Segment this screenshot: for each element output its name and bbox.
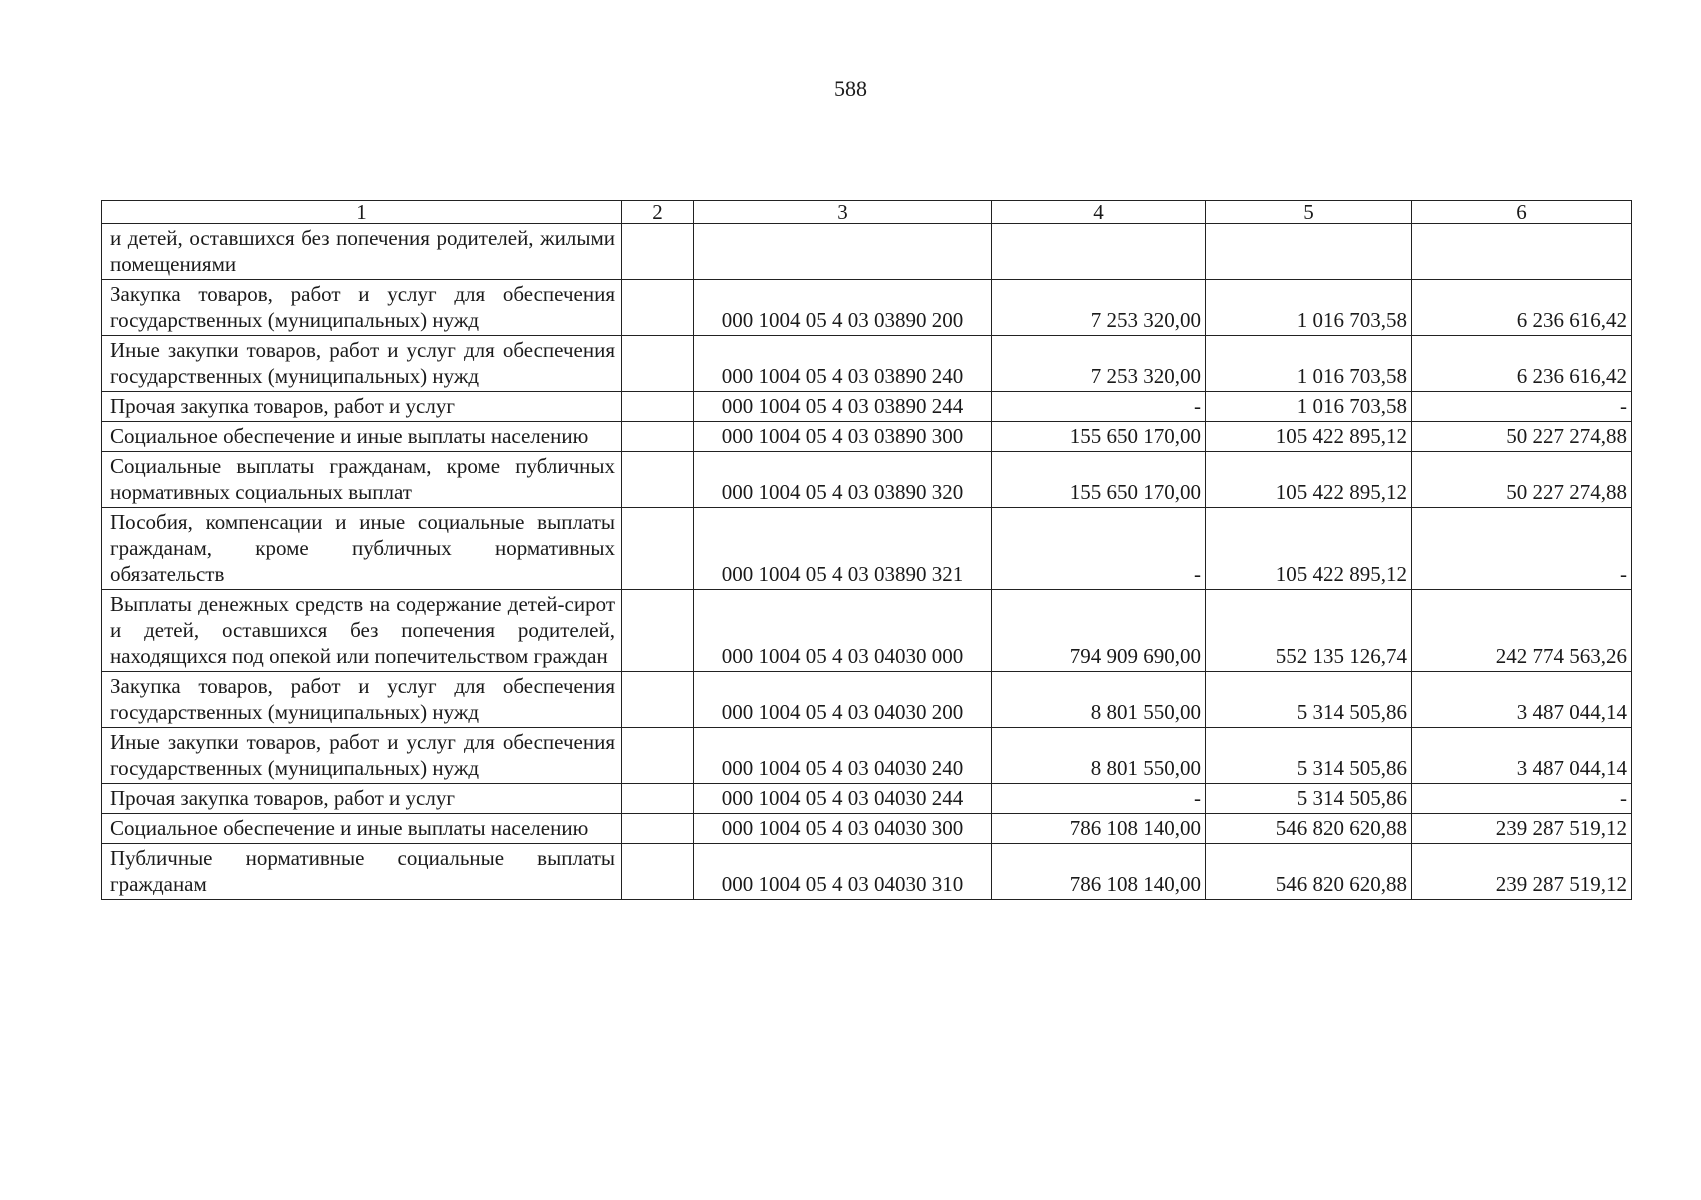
row-name: Социальные выплаты гражданам, кроме публичных нормативных социальных выплат xyxy=(102,452,622,508)
row-name: Социальное обеспечение и иные выплаты населению xyxy=(102,814,622,844)
row-value-5: 105 422 895,12 xyxy=(1206,508,1412,590)
table-row xyxy=(102,452,1632,508)
table-row xyxy=(102,280,1632,336)
table-row xyxy=(102,784,1632,814)
row-col2 xyxy=(622,814,694,844)
row-col2 xyxy=(622,224,694,280)
header-col-4: 4 xyxy=(992,201,1206,224)
budget-table xyxy=(101,200,1632,900)
table-row xyxy=(102,224,1632,280)
row-value-5: 5 314 505,86 xyxy=(1206,728,1412,784)
row-value-4 xyxy=(992,224,1206,280)
row-code: 000 1004 05 4 03 04030 310 xyxy=(694,844,992,900)
row-value-4: 155 650 170,00 xyxy=(992,452,1206,508)
table-row xyxy=(102,728,1632,784)
row-col2 xyxy=(622,508,694,590)
row-name: Прочая закупка товаров, работ и услуг xyxy=(102,784,622,814)
row-code: 000 1004 05 4 03 04030 300 xyxy=(694,814,992,844)
row-value-6: 3 487 044,14 xyxy=(1412,728,1632,784)
row-code: 000 1004 05 4 03 04030 240 xyxy=(694,728,992,784)
row-value-5: 105 422 895,12 xyxy=(1206,452,1412,508)
row-name: Иные закупки товаров, работ и услуг для обеспечения государственных (муниципальных) нужд xyxy=(102,728,622,784)
row-name: Социальное обеспечение и иные выплаты населению xyxy=(102,422,622,452)
row-col2 xyxy=(622,784,694,814)
row-code: 000 1004 05 4 03 03890 240 xyxy=(694,336,992,392)
row-value-5: 552 135 126,74 xyxy=(1206,590,1412,672)
row-value-6 xyxy=(1412,224,1632,280)
row-col2 xyxy=(622,336,694,392)
table-row xyxy=(102,844,1632,900)
row-value-4: 794 909 690,00 xyxy=(992,590,1206,672)
row-col2 xyxy=(622,590,694,672)
row-name: Пособия, компенсации и иные социальные выплаты гражданам, кроме публичных нормативных обязательств xyxy=(102,508,622,590)
row-value-5: 1 016 703,58 xyxy=(1206,392,1412,422)
row-value-6: 242 774 563,26 xyxy=(1412,590,1632,672)
row-value-4: - xyxy=(992,784,1206,814)
row-value-5: 5 314 505,86 xyxy=(1206,784,1412,814)
row-code: 000 1004 05 4 03 03890 320 xyxy=(694,452,992,508)
row-name: Иные закупки товаров, работ и услуг для обеспечения государственных (муниципальных) нужд xyxy=(102,336,622,392)
row-value-6: 50 227 274,88 xyxy=(1412,452,1632,508)
row-name: Прочая закупка товаров, работ и услуг xyxy=(102,392,622,422)
row-value-5: 105 422 895,12 xyxy=(1206,422,1412,452)
table-row xyxy=(102,336,1632,392)
row-name: Закупка товаров, работ и услуг для обеспечения государственных (муниципальных) нужд xyxy=(102,280,622,336)
row-value-5: 546 820 620,88 xyxy=(1206,814,1412,844)
row-value-4: 8 801 550,00 xyxy=(992,728,1206,784)
row-name: Выплаты денежных средств на содержание детей-сирот и детей, оставшихся без попечения родителей, находящихся под опекой или попечительством граждан xyxy=(102,590,622,672)
row-col2 xyxy=(622,728,694,784)
row-value-5: 546 820 620,88 xyxy=(1206,844,1412,900)
table-row xyxy=(102,392,1632,422)
header-col-5: 5 xyxy=(1206,201,1412,224)
row-value-4: - xyxy=(992,508,1206,590)
row-col2 xyxy=(622,392,694,422)
row-col2 xyxy=(622,844,694,900)
row-col2 xyxy=(622,672,694,728)
row-name: Закупка товаров, работ и услуг для обеспечения государственных (муниципальных) нужд xyxy=(102,672,622,728)
row-code: 000 1004 05 4 03 04030 244 xyxy=(694,784,992,814)
header-col-3: 3 xyxy=(694,201,992,224)
row-value-6: - xyxy=(1412,784,1632,814)
row-value-5: 5 314 505,86 xyxy=(1206,672,1412,728)
row-value-5 xyxy=(1206,224,1412,280)
row-name: Публичные нормативные социальные выплаты гражданам xyxy=(102,844,622,900)
row-col2 xyxy=(622,422,694,452)
header-col-1: 1 xyxy=(102,201,622,224)
row-value-6: 6 236 616,42 xyxy=(1412,280,1632,336)
header-col-2: 2 xyxy=(622,201,694,224)
row-value-6: - xyxy=(1412,392,1632,422)
table-header-row xyxy=(102,201,1632,224)
table-row xyxy=(102,422,1632,452)
row-value-6: 3 487 044,14 xyxy=(1412,672,1632,728)
row-value-4: 7 253 320,00 xyxy=(992,280,1206,336)
row-value-4: 786 108 140,00 xyxy=(992,844,1206,900)
table-row xyxy=(102,672,1632,728)
row-value-4: 786 108 140,00 xyxy=(992,814,1206,844)
page-number: 588 xyxy=(834,76,867,101)
table-row xyxy=(102,590,1632,672)
row-code: 000 1004 05 4 03 03890 244 xyxy=(694,392,992,422)
row-value-6: 239 287 519,12 xyxy=(1412,814,1632,844)
row-value-6: 239 287 519,12 xyxy=(1412,844,1632,900)
row-value-5: 1 016 703,58 xyxy=(1206,280,1412,336)
row-name: и детей, оставшихся без попечения родителей, жилыми помещениями xyxy=(102,224,622,280)
row-value-6: 6 236 616,42 xyxy=(1412,336,1632,392)
row-col2 xyxy=(622,452,694,508)
row-code: 000 1004 05 4 03 03890 321 xyxy=(694,508,992,590)
row-value-6: 50 227 274,88 xyxy=(1412,422,1632,452)
row-value-4: 7 253 320,00 xyxy=(992,336,1206,392)
row-value-4: - xyxy=(992,392,1206,422)
header-col-6: 6 xyxy=(1412,201,1632,224)
row-code: 000 1004 05 4 03 03890 200 xyxy=(694,280,992,336)
row-code: 000 1004 05 4 03 04030 000 xyxy=(694,590,992,672)
row-value-5: 1 016 703,58 xyxy=(1206,336,1412,392)
row-code: 000 1004 05 4 03 04030 200 xyxy=(694,672,992,728)
table-row xyxy=(102,814,1632,844)
table-row xyxy=(102,508,1632,590)
row-value-4: 155 650 170,00 xyxy=(992,422,1206,452)
row-code xyxy=(694,224,992,280)
row-col2 xyxy=(622,280,694,336)
budget-table-container xyxy=(101,200,1631,900)
row-value-6: - xyxy=(1412,508,1632,590)
row-value-4: 8 801 550,00 xyxy=(992,672,1206,728)
row-code: 000 1004 05 4 03 03890 300 xyxy=(694,422,992,452)
